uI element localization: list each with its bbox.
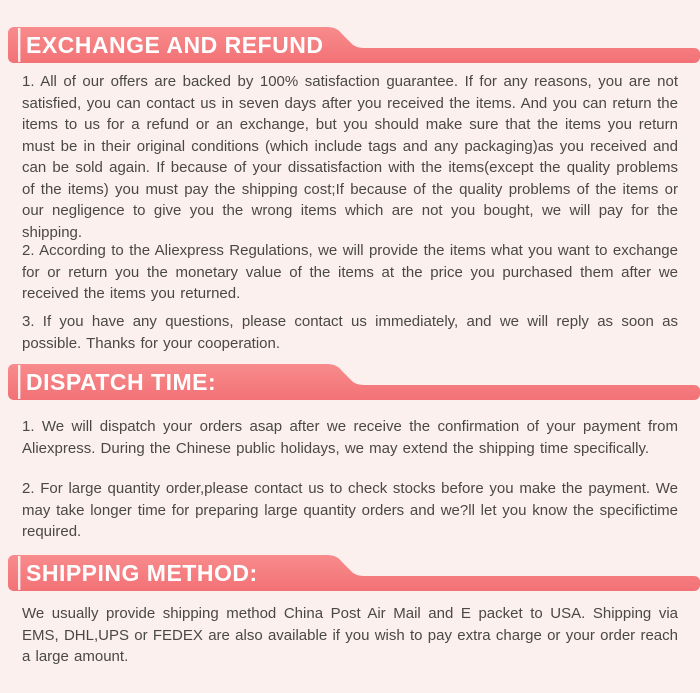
section-title: EXCHANGE AND REFUND	[26, 31, 324, 58]
policy-paragraph: 2. According to the Aliexpress Regulations, we will provide the items what you want to exchange for or return you the monetary value of the items at the price you purchased them after we received the items you returned.	[22, 242, 678, 302]
policy-paragraph: 1. All of our offers are backed by 100% satisfaction guarantee. If for any reasons, you are not satisfied, you can contact us in seven days after you received the items. And you can return the items to us for a refund or an exchange, but you should make sure that the items you return must be in their original conditions (which include tags and any packaging)as you received and can be sold again. If because of your dissatisfaction with the items(except the quality problems of the items) you must pay the shipping cost;If because of the quality problems of the items or our negligence to give you the wrong items which are not you bought, we will pay for the shipping.	[22, 73, 678, 241]
section-banner-exchange-refund	[8, 27, 700, 63]
policy-paragraph: 3. If you have any questions, please contact us immediately, and we will reply as soon as possible. Thanks for your cooperation.	[22, 313, 678, 352]
policy-paragraph: 2. For large quantity order,please contact us to check stocks before you make the payment. We may take longer time for preparing large quantity orders and we?ll let you know the specifictime required.	[22, 480, 678, 540]
section-banner-shipping-method	[8, 555, 700, 591]
section-title: SHIPPING METHOD:	[26, 559, 258, 586]
policy-paragraph: 1. We will dispatch your orders asap after we receive the confirmation of your payment from Aliexpress. During the Chinese public holidays, we may extend the shipping time specifically.	[22, 418, 678, 457]
section-banner-dispatch-time	[8, 364, 700, 400]
section-title: DISPATCH TIME:	[26, 368, 217, 395]
policy-paragraph: We usually provide shipping method China Post Air Mail and E packet to USA. Shipping via EMS, DHL,UPS or FEDEX are also available if you wish to pay extra charge or your order reach a large amount.	[22, 605, 678, 665]
